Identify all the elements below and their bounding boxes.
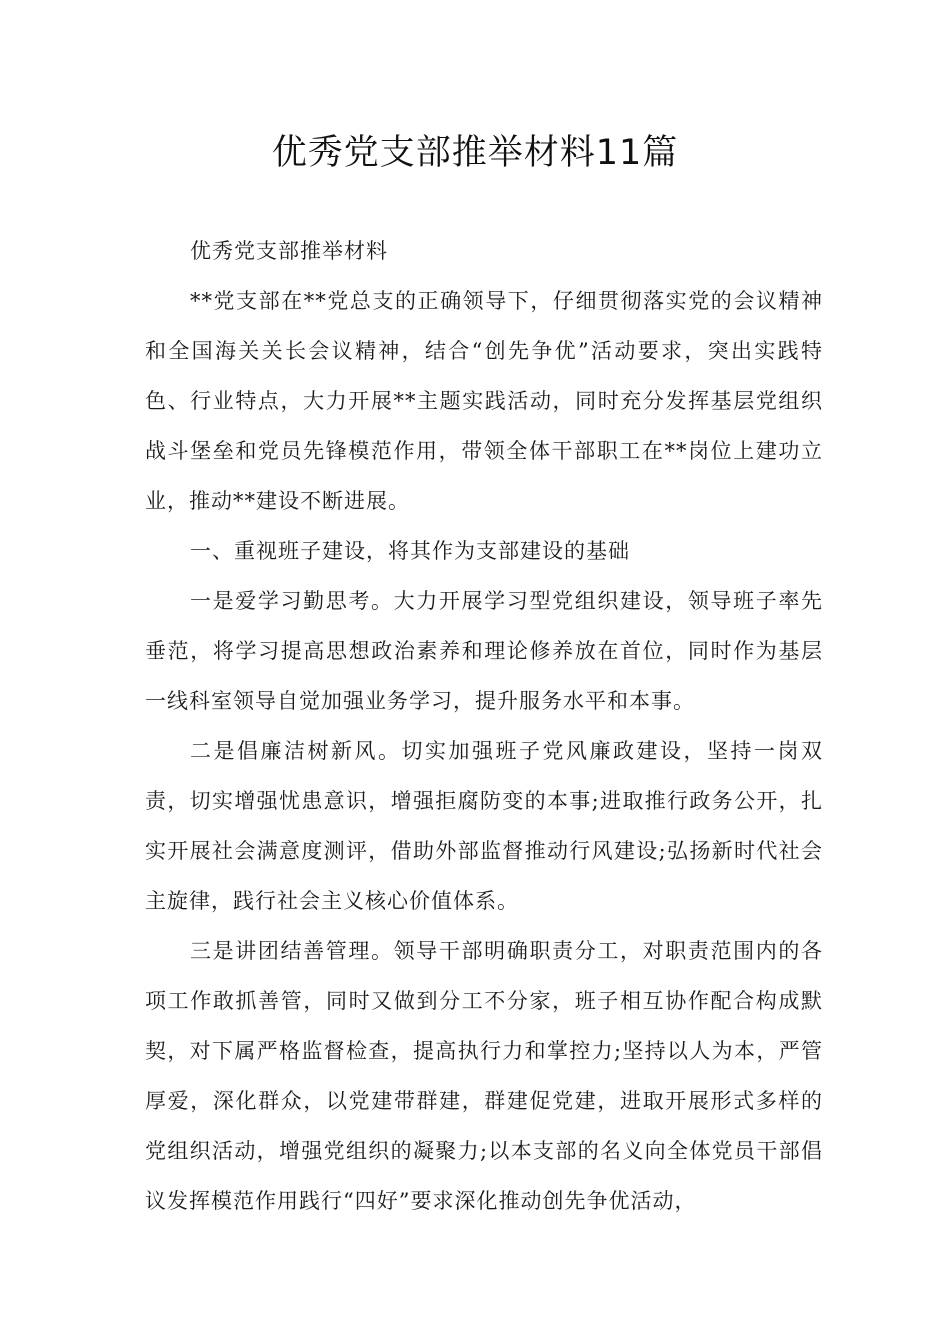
document-title: 优秀党支部推举材料11篇 [271,133,679,173]
section-heading-1: 一、重视班子建设，将其作为支部建设的基础 [190,539,630,563]
paragraph-intro: **党支部在**党总支的正确领导下，仔细贯彻落实党的会议精神和全国海关关长会议精神，结合“创先争优”活动要求，突出实践特色、行业特点，大力开展**主题实践活动，同时充分发挥基层党组织战斗堡垒和党员先锋模范作用，带领全体干部职工在**岗位上建功立业，推动**建设不断进展。 [145,289,823,513]
paragraph-subtitle: 优秀党支部推举材料 [190,239,388,263]
paragraph-integrity: 二是倡廉洁树新风。切实加强班子党风廉政建设，坚持一岗双责，切实增强忧患意识，增强拒腐防变的本事;进取推行政务公开，扎实开展社会满意度测评，借助外部监督推动行风建设;弘扬新时代社会主旋律，践行社会主义核心价值体系。 [145,739,823,913]
document-body [145,226,823,1226]
paragraph-study: 一是爱学习勤思考。大力开展学习型党组织建设，领导班子率先垂范，将学习提高思想政治素养和理论修养放在首位，同时作为基层一线科室领导自觉加强业务学习，提升服务水平和本事。 [145,589,823,713]
paragraph-unity: 三是讲团结善管理。领导干部明确职责分工，对职责范围内的各项工作敢抓善管，同时又做到分工不分家，班子相互协作配合构成默契，对下属严格监督检查，提高执行力和掌控力;坚持以人为本，严管厚爱，深化群众，以党建带群建，群建促党建，进取开展形式多样的党组织活动，增强党组织的凝聚力;以本支部的名义向全体党员干部倡议发挥模范作用践行“四好”要求深化推动创先争优活动， [145,939,823,1213]
